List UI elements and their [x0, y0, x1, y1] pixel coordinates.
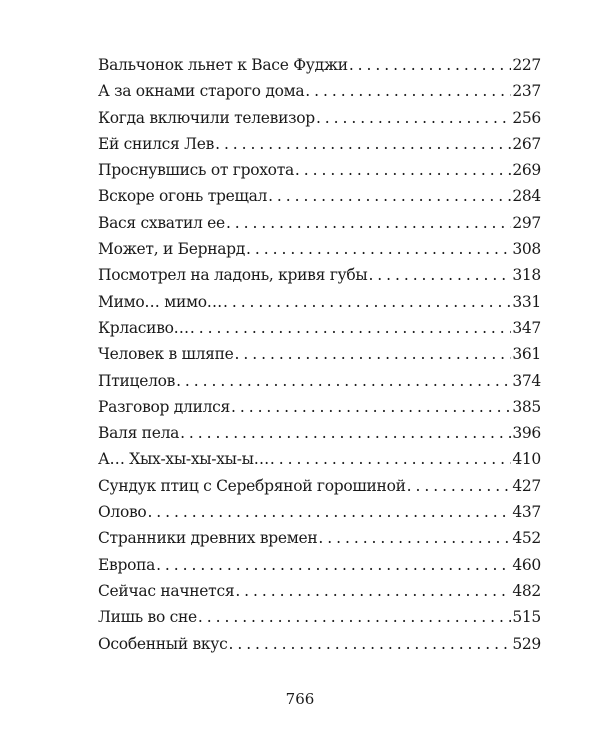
- leader-dots: [198, 608, 511, 626]
- toc-entry: [98, 109, 541, 135]
- toc-entry-title: Валя пела: [98, 424, 180, 443]
- toc-entry-page: 256: [512, 108, 541, 127]
- toc-entry-page: 297: [512, 213, 541, 232]
- toc-entry-title: Когда включили телевизор: [98, 108, 315, 127]
- leader-dots: [176, 372, 511, 390]
- toc-entry-title: Разговор длился: [98, 397, 231, 416]
- toc-entry: [98, 450, 541, 476]
- toc-entry: [98, 319, 541, 345]
- toc-entry-title: Сейчас начнется: [98, 581, 235, 600]
- toc-entry-page: 361: [512, 345, 541, 364]
- leader-dots: [229, 635, 512, 653]
- toc-entry-page: 331: [512, 292, 541, 311]
- toc-entry-page: 515: [512, 608, 541, 627]
- toc-entry: [98, 608, 541, 634]
- toc-entry-title: Особенный вкус: [98, 634, 228, 653]
- leader-dots: [235, 582, 511, 600]
- toc-entry: [98, 398, 541, 424]
- toc-entry: [98, 477, 541, 503]
- leader-dots: [231, 398, 511, 416]
- toc-entry: [98, 82, 541, 108]
- leader-dots: [349, 56, 512, 74]
- toc-entry: [98, 161, 541, 187]
- toc-entry-title: Вальчонок льнет к Васе Фуджи: [98, 56, 348, 74]
- leader-dots: [318, 529, 511, 547]
- page-number: 766: [285, 690, 315, 708]
- leader-dots: [316, 109, 511, 127]
- toc-entry-title: Вася схватил ее: [98, 213, 225, 232]
- leader-dots: [407, 477, 512, 495]
- leader-dots: [180, 424, 511, 442]
- leader-dots: [223, 293, 511, 311]
- toc-entry-title: Европа: [98, 555, 156, 574]
- toc-entry-page: 269: [512, 161, 541, 180]
- toc-entry-page: 267: [512, 134, 541, 153]
- toc-entry-page: 482: [512, 581, 541, 600]
- leader-dots: [368, 266, 511, 284]
- toc-entry-page: 237: [512, 82, 541, 101]
- toc-entry-page: 308: [512, 240, 541, 259]
- leader-dots: [147, 503, 511, 521]
- leader-dots: [246, 240, 511, 258]
- toc-entry-title: Человек в шляпе: [98, 345, 234, 364]
- toc-entry-page: 347: [512, 318, 541, 337]
- toc-entry-title: А за окнами старого дома: [98, 82, 305, 101]
- toc-entry: [98, 135, 541, 161]
- leader-dots: [215, 135, 511, 153]
- toc-entry-title: Проснувшись от грохота: [98, 161, 294, 180]
- leader-dots: [270, 450, 511, 468]
- leader-dots: [268, 187, 511, 205]
- toc-entry: [98, 424, 541, 450]
- toc-entry-page: 374: [512, 371, 541, 390]
- toc-entry-page: 452: [512, 529, 541, 548]
- toc-entry-title: Ей снился Лев: [98, 134, 215, 153]
- toc-entry: [98, 266, 541, 292]
- toc-entry: [98, 372, 541, 398]
- toc-entry-page: 318: [512, 266, 541, 285]
- toc-entry-title: Странники древних времен: [98, 529, 318, 548]
- toc-entry-page: 437: [512, 503, 541, 522]
- toc-entry: [98, 529, 541, 555]
- toc-entry-title: Может, и Бернард: [98, 240, 246, 259]
- toc-entry-page: 385: [512, 397, 541, 416]
- leader-dots: [156, 556, 511, 574]
- toc-entry: [98, 187, 541, 213]
- toc-entry-title: Мимо… мимо…: [98, 292, 222, 311]
- leader-dots: [226, 214, 511, 232]
- toc-entry-title: Сундук птиц с Серебряной горошиной: [98, 476, 406, 495]
- toc-entry-title: Олово: [98, 503, 147, 522]
- toc-entry: [98, 556, 541, 582]
- toc-entry: [98, 214, 541, 240]
- toc-entry-page: 284: [512, 187, 541, 206]
- toc-entry: [98, 345, 541, 371]
- table-of-contents: [98, 56, 541, 661]
- toc-entry-title: Крласиво…: [98, 318, 189, 337]
- toc-entry: [98, 635, 541, 661]
- toc-entry-page: 427: [512, 476, 541, 495]
- leader-dots: [305, 82, 511, 100]
- toc-entry-page: 460: [512, 555, 541, 574]
- toc-entry-title: Птицелов: [98, 371, 176, 390]
- toc-entry: [98, 240, 541, 266]
- toc-entry-page: 396: [512, 424, 541, 443]
- leader-dots: [235, 345, 512, 363]
- toc-entry-title: А… Хых-хы-хы-хы-ы…: [98, 450, 269, 469]
- toc-entry-page: 227: [512, 56, 541, 74]
- toc-entry-title: Лишь во сне: [98, 608, 197, 627]
- toc-entry: [98, 293, 541, 319]
- leader-dots: [190, 319, 511, 337]
- leader-dots: [295, 161, 511, 179]
- toc-entry-page: 529: [512, 634, 541, 653]
- toc-entry: [98, 56, 541, 82]
- toc-entry: [98, 582, 541, 608]
- toc-entry: [98, 503, 541, 529]
- toc-entry-page: 410: [512, 450, 541, 469]
- toc-entry-title: Вскоре огонь трещал: [98, 187, 268, 206]
- toc-entry-title: Посмотрел на ладонь, кривя губы: [98, 266, 368, 285]
